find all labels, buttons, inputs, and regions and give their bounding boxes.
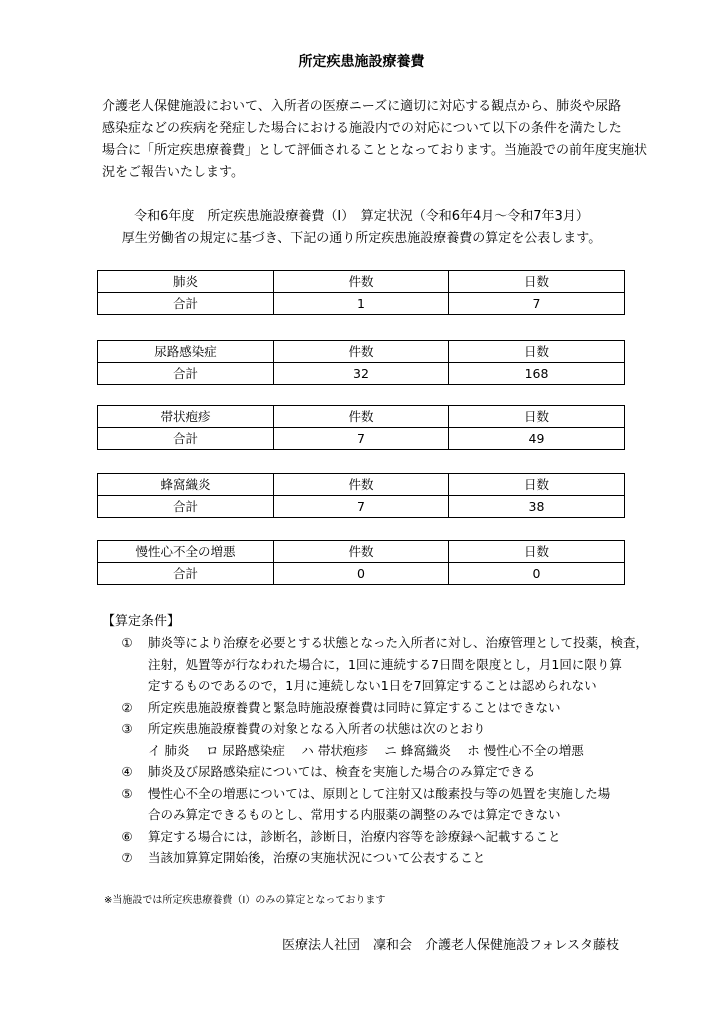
count-value: 0	[274, 563, 449, 585]
days-header: 日数	[449, 271, 625, 293]
table-herpes-zoster	[97, 405, 625, 450]
disease-name: 肺炎	[98, 271, 274, 293]
disease-name: 蜂窩織炎	[98, 474, 274, 496]
count-header: 件数	[274, 341, 449, 363]
count-value: 32	[274, 363, 449, 385]
days-value: 38	[449, 496, 625, 518]
table-header-row	[98, 341, 625, 363]
intro-line: 場合に「所定疾患療養費」として評価されることとなっております。当施設での前年度実施状	[102, 143, 647, 158]
table-row	[98, 363, 625, 385]
condition-line: 合のみ算定できるものとし、常用する内服薬の調整のみでは算定できない	[148, 807, 561, 822]
condition-sub-list: イ 肺炎 ロ 尿路感染症 ハ 帯状疱疹 ニ 蜂窩織炎 ホ 慢性心不全の増悪	[148, 742, 584, 758]
total-label: 合計	[98, 428, 274, 450]
count-header: 件数	[274, 271, 449, 293]
intro-line: 感染症などの疾病を発症した場合における施設内での対応について以下の条件を満たした	[102, 121, 622, 136]
days-header: 日数	[449, 341, 625, 363]
condition-item	[116, 847, 636, 869]
condition-line: 肺炎及び尿路感染症については、検査を実施した場合のみ算定できる	[148, 764, 536, 779]
condition-number: ③	[121, 721, 133, 736]
condition-line: 算定する場合には，診断名，診断日，治療内容等を診療録へ記載すること	[148, 828, 561, 844]
disease-name: 尿路感染症	[98, 341, 274, 363]
table-header-row	[98, 474, 625, 496]
table-header-row	[98, 271, 625, 293]
condition-line: 当該加算算定開始後，治療の実施状況について公表すること	[148, 850, 486, 865]
condition-line: 慢性心不全の増悪については、原則として注射又は酸素投与等の処置を実施した場	[148, 785, 611, 801]
table-chronic-heart-failure	[97, 540, 625, 585]
organization-name: 医療法人社団 凜和会 介護老人保健施設フォレスタ藤枝	[282, 938, 619, 953]
conditions-heading: 【算定条件】	[102, 614, 181, 629]
condition-number: ⑤	[121, 785, 133, 801]
intro-line: 介護老人保健施設において、入所者の医療ニーズに適切に対応する観点から、肺炎や尿路	[102, 99, 622, 114]
status-subline: 厚生労働省の規定に基づき、下記の通り所定疾患施設療養費の算定を公表します。	[121, 231, 602, 246]
intro-paragraph	[102, 96, 647, 184]
condition-item	[116, 826, 636, 848]
table-pneumonia	[97, 270, 625, 315]
count-header: 件数	[274, 474, 449, 496]
count-value: 7	[274, 496, 449, 518]
table-cellulitis	[97, 473, 625, 518]
condition-line: 所定疾患施設療養費の対象となる入所者の状態は次のとおり	[148, 721, 486, 736]
table-row	[98, 563, 625, 585]
count-header: 件数	[274, 541, 449, 563]
days-value: 7	[449, 293, 625, 315]
count-value: 7	[274, 428, 449, 450]
condition-item	[116, 718, 636, 761]
footnote: ※当施設では所定疾患療養費（Ⅰ）のみの算定となっております	[104, 895, 386, 906]
condition-line: 定するものであるので，1月に連続しない1日を7回算定することは認められない	[148, 678, 597, 693]
days-header: 日数	[449, 474, 625, 496]
status-heading	[0, 206, 723, 250]
condition-line: 注射，処置等が行なわれた場合に，1回に連続する7日間を限度とし，月1回に限り算	[148, 656, 622, 672]
condition-number: ⑥	[121, 828, 133, 844]
count-header: 件数	[274, 406, 449, 428]
condition-item	[116, 761, 636, 783]
condition-number: ②	[121, 699, 133, 715]
condition-item	[116, 697, 636, 719]
condition-number: ①	[121, 635, 133, 650]
days-value: 0	[449, 563, 625, 585]
total-label: 合計	[98, 293, 274, 315]
days-header: 日数	[449, 406, 625, 428]
document-title: 所定疾患施設療養費	[298, 54, 425, 70]
condition-item	[116, 632, 649, 697]
condition-number: ④	[121, 764, 133, 779]
total-label: 合計	[98, 496, 274, 518]
disease-name: 慢性心不全の増悪	[98, 541, 274, 563]
disease-name: 帯状疱疹	[98, 406, 274, 428]
condition-line: 肺炎等により治療を必要とする状態となった入所者に対し、治療管理として投薬，検査，	[148, 635, 649, 650]
table-header-row	[98, 541, 625, 563]
days-header: 日数	[449, 541, 625, 563]
status-line: 令和6年度 所定疾患施設療養費（Ⅰ） 算定状況（令和6年4月～令和7年3月）	[134, 209, 589, 224]
table-urinary-tract-infection	[97, 340, 625, 385]
condition-line: 所定疾患施設療養費と緊急時施設療養費は同時に算定することはできない	[148, 699, 561, 715]
total-label: 合計	[98, 563, 274, 585]
total-label: 合計	[98, 363, 274, 385]
table-header-row	[98, 406, 625, 428]
condition-item	[116, 783, 636, 826]
days-value: 49	[449, 428, 625, 450]
count-value: 1	[274, 293, 449, 315]
table-row	[98, 496, 625, 518]
days-value: 168	[449, 363, 625, 385]
table-row	[98, 293, 625, 315]
condition-number: ⑦	[121, 850, 133, 865]
table-row	[98, 428, 625, 450]
conditions-list	[116, 632, 649, 869]
intro-line: 況をご報告いたします。	[102, 165, 244, 180]
